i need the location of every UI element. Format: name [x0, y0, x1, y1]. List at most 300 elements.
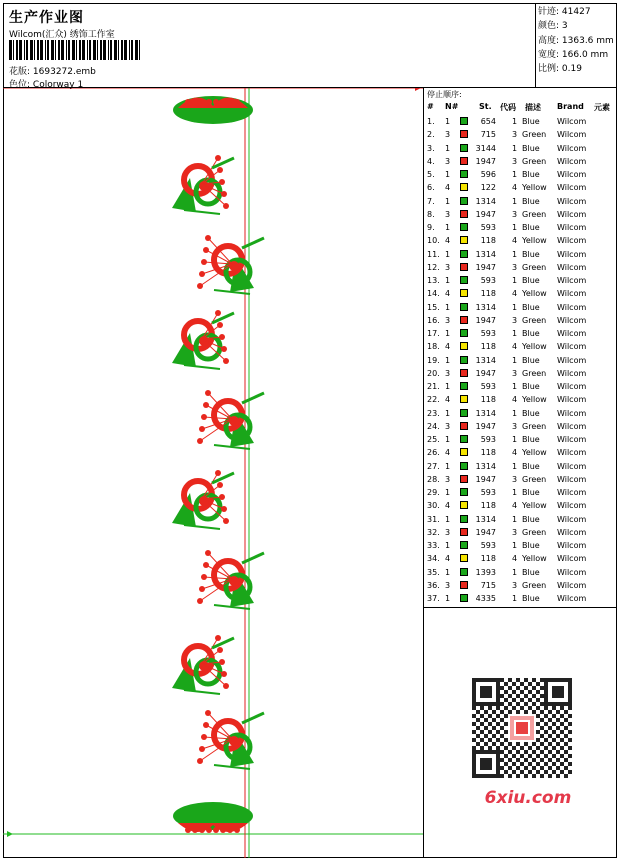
row-needle: 1: [445, 541, 451, 550]
row-brand: Wilcom: [557, 209, 587, 219]
company-name: Wilcom(汇众) 绣饰工作室: [9, 30, 115, 40]
colorway-label: 色位:: [9, 80, 31, 90]
stat-colors: 颜色: 3: [538, 21, 568, 32]
sequence-row: [424, 486, 617, 499]
sequence-row: [424, 274, 617, 287]
col-element: 元素: [594, 103, 610, 112]
color-swatch: [460, 144, 468, 152]
row-description: Yellow: [522, 342, 547, 352]
color-swatch: [460, 581, 468, 589]
sequence-row: [424, 539, 617, 552]
row-stitches: 1314: [475, 408, 496, 418]
row-brand: Wilcom: [557, 541, 587, 550]
row-needle: 1: [445, 223, 451, 232]
row-needle: 1: [445, 329, 451, 338]
row-stitches: 1947: [475, 527, 496, 537]
sequence-row: [424, 155, 617, 168]
stat-width: 宽度: 166.0 mm: [538, 49, 609, 60]
row-code: 3: [512, 421, 518, 431]
row-stitches: 1314: [475, 302, 496, 312]
row-needle: 1: [445, 117, 451, 126]
guide-arrow-right: [415, 88, 421, 91]
barcode-icon: [9, 40, 142, 60]
row-brand: Wilcom: [557, 276, 587, 285]
row-needle: 1: [445, 408, 451, 418]
row-code: 1: [512, 488, 518, 497]
col-needle: N#: [445, 102, 459, 111]
row-brand: Wilcom: [557, 474, 587, 484]
stat-scale: 比例: 0.19: [538, 64, 582, 75]
row-description: Blue: [522, 461, 540, 471]
sequence-row: [424, 380, 617, 393]
row-index: 27.: [427, 461, 440, 471]
sequence-row: [424, 168, 617, 181]
row-index: 25.: [427, 435, 440, 444]
qr-panel: [424, 608, 617, 858]
row-stitches: 118: [480, 236, 496, 246]
row-stitches: 596: [480, 170, 496, 179]
row-index: 31.: [427, 514, 440, 524]
sequence-title: 停止顺序:: [427, 90, 462, 99]
row-index: 23.: [427, 408, 440, 418]
row-needle: 3: [445, 527, 451, 537]
row-needle: 1: [445, 302, 451, 312]
row-needle: 1: [445, 435, 451, 444]
color-swatch: [460, 329, 468, 337]
row-description: Blue: [522, 435, 540, 444]
row-index: 9.: [427, 223, 435, 232]
row-needle: 1: [445, 514, 451, 524]
row-index: 10.: [427, 236, 440, 246]
color-swatch: [460, 263, 468, 271]
row-code: 3: [512, 580, 518, 590]
row-index: 13.: [427, 276, 440, 285]
design-file-line: [9, 64, 96, 77]
row-description: Blue: [522, 408, 540, 418]
color-swatch: [460, 303, 468, 311]
design-file-label: 花版:: [9, 67, 31, 77]
sequence-row: [424, 142, 617, 155]
row-needle: 4: [445, 342, 451, 352]
row-stitches: 4335: [475, 594, 496, 603]
row-needle: 1: [445, 382, 451, 391]
row-stitches: 1947: [475, 421, 496, 431]
row-index: 28.: [427, 474, 440, 484]
sequence-row: [424, 128, 617, 141]
row-code: 4: [512, 554, 518, 564]
row-needle: 3: [445, 209, 451, 219]
row-code: 3: [512, 262, 518, 272]
row-stitches: 118: [480, 342, 496, 352]
col-index: #: [427, 102, 434, 111]
color-swatch: [460, 157, 468, 165]
stats-panel: [536, 3, 617, 88]
row-stitches: 593: [480, 276, 496, 285]
row-stitches: 715: [480, 130, 496, 140]
row-description: Green: [522, 315, 547, 325]
row-index: 17.: [427, 329, 440, 338]
row-stitches: 1947: [475, 262, 496, 272]
color-swatch: [460, 395, 468, 403]
row-code: 4: [512, 501, 518, 511]
row-needle: 1: [445, 143, 451, 153]
row-brand: Wilcom: [557, 408, 587, 418]
row-brand: Wilcom: [557, 249, 587, 259]
row-code: 1: [512, 249, 518, 259]
row-brand: Wilcom: [557, 196, 587, 206]
sequence-row: [424, 314, 617, 327]
color-swatch: [460, 117, 468, 125]
row-brand: Wilcom: [557, 382, 587, 391]
row-code: 3: [512, 209, 518, 219]
row-stitches: 1314: [475, 249, 496, 259]
row-description: Yellow: [522, 395, 547, 405]
row-code: 1: [512, 567, 518, 577]
color-swatch: [460, 236, 468, 244]
row-stitches: 1947: [475, 315, 496, 325]
row-code: 1: [512, 223, 518, 232]
row-code: 3: [512, 474, 518, 484]
sequence-row: [424, 420, 617, 433]
row-description: Yellow: [522, 289, 547, 299]
row-index: 5.: [427, 170, 435, 179]
color-swatch: [460, 528, 468, 536]
row-index: 3.: [427, 143, 435, 153]
row-description: Blue: [522, 567, 540, 577]
row-index: 14.: [427, 289, 440, 299]
row-needle: 3: [445, 262, 451, 272]
row-needle: 3: [445, 580, 451, 590]
color-swatch: [460, 435, 468, 443]
row-description: Yellow: [522, 554, 547, 564]
sequence-row: [424, 446, 617, 459]
row-index: 18.: [427, 342, 440, 352]
row-description: Green: [522, 421, 547, 431]
col-code: 代码: [500, 103, 516, 112]
row-description: Blue: [522, 302, 540, 312]
row-code: 4: [512, 395, 518, 405]
color-swatch: [460, 342, 468, 350]
row-brand: Wilcom: [557, 448, 587, 458]
row-code: 1: [512, 594, 518, 603]
row-brand: Wilcom: [557, 421, 587, 431]
sequence-row: [424, 407, 617, 420]
row-needle: 4: [445, 395, 451, 405]
row-needle: 3: [445, 130, 451, 140]
row-brand: Wilcom: [557, 329, 587, 338]
row-code: 1: [512, 382, 518, 391]
stat-height: 高度: 1363.6 mm: [538, 35, 614, 46]
sequence-row: [424, 195, 617, 208]
row-brand: Wilcom: [557, 262, 587, 272]
row-needle: 1: [445, 196, 451, 206]
row-stitches: 1393: [475, 567, 496, 577]
sequence-row: [424, 526, 617, 539]
design-preview: [3, 88, 424, 858]
row-code: 3: [512, 527, 518, 537]
row-code: 4: [512, 342, 518, 352]
row-brand: Wilcom: [557, 395, 587, 405]
row-code: 4: [512, 448, 518, 458]
sequence-row: [424, 367, 617, 380]
row-code: 3: [512, 368, 518, 378]
color-swatch: [460, 594, 468, 602]
row-code: 1: [512, 435, 518, 444]
col-stitches: St.: [479, 102, 492, 111]
color-swatch: [460, 462, 468, 470]
row-description: Blue: [522, 382, 540, 391]
color-swatch: [460, 568, 468, 576]
row-needle: 3: [445, 156, 451, 166]
row-needle: 1: [445, 276, 451, 285]
row-brand: Wilcom: [557, 580, 587, 590]
row-stitches: 654: [480, 117, 496, 126]
row-needle: 4: [445, 448, 451, 458]
row-index: 8.: [427, 209, 435, 219]
row-stitches: 593: [480, 223, 496, 232]
row-brand: Wilcom: [557, 567, 587, 577]
row-code: 1: [512, 329, 518, 338]
row-description: Yellow: [522, 183, 547, 193]
row-stitches: 1314: [475, 196, 496, 206]
row-needle: 4: [445, 289, 451, 299]
row-description: Green: [522, 527, 547, 537]
row-needle: 1: [445, 170, 451, 179]
row-code: 1: [512, 355, 518, 365]
row-stitches: 593: [480, 541, 496, 550]
color-swatch: [460, 554, 468, 562]
row-needle: 3: [445, 368, 451, 378]
row-description: Blue: [522, 249, 540, 259]
row-needle: 3: [445, 474, 451, 484]
row-stitches: 1947: [475, 368, 496, 378]
row-description: Blue: [522, 276, 540, 285]
row-code: 1: [512, 408, 518, 418]
row-description: Blue: [522, 170, 540, 179]
sequence-row: [424, 208, 617, 221]
row-description: Green: [522, 262, 547, 272]
row-stitches: 593: [480, 329, 496, 338]
row-index: 11.: [427, 249, 440, 259]
color-swatch: [460, 369, 468, 377]
row-needle: 3: [445, 315, 451, 325]
row-needle: 4: [445, 236, 451, 246]
row-index: 20.: [427, 368, 440, 378]
row-stitches: 1947: [475, 156, 496, 166]
row-index: 4.: [427, 156, 435, 166]
row-index: 29.: [427, 488, 440, 497]
row-description: Blue: [522, 594, 540, 603]
sequence-row: [424, 499, 617, 512]
watermark-site: 6xiu.com: [484, 788, 572, 808]
row-description: Green: [522, 130, 547, 140]
row-brand: Wilcom: [557, 461, 587, 471]
row-brand: Wilcom: [557, 183, 587, 193]
row-stitches: 1947: [475, 209, 496, 219]
row-brand: Wilcom: [557, 594, 587, 603]
row-brand: Wilcom: [557, 315, 587, 325]
row-stitches: 715: [480, 580, 496, 590]
row-brand: Wilcom: [557, 554, 587, 564]
row-description: Blue: [522, 541, 540, 550]
row-brand: Wilcom: [557, 170, 587, 179]
color-swatch: [460, 515, 468, 523]
sequence-row: [424, 566, 617, 579]
row-brand: Wilcom: [557, 143, 587, 153]
sequence-row: [424, 592, 617, 605]
row-stitches: 593: [480, 435, 496, 444]
sequence-row: [424, 248, 617, 261]
sequence-row: [424, 287, 617, 300]
row-index: 12.: [427, 262, 440, 272]
guide-arrow-left: [7, 831, 13, 837]
row-brand: Wilcom: [557, 514, 587, 524]
embroidery-design: [3, 88, 423, 858]
color-swatch: [460, 276, 468, 284]
row-code: 1: [512, 196, 518, 206]
stat-stitches: 针迹: 41427: [538, 7, 591, 17]
row-needle: 1: [445, 355, 451, 365]
row-index: 15.: [427, 302, 440, 312]
row-needle: 4: [445, 554, 451, 564]
color-swatch: [460, 382, 468, 390]
row-description: Yellow: [522, 448, 547, 458]
color-swatch: [460, 170, 468, 178]
row-description: Yellow: [522, 501, 547, 511]
color-swatch: [460, 356, 468, 364]
color-swatch: [460, 475, 468, 483]
row-brand: Wilcom: [557, 130, 587, 140]
sequence-row: [424, 115, 617, 128]
col-brand: Brand: [557, 102, 584, 111]
row-brand: Wilcom: [557, 302, 587, 312]
sequence-row: [424, 473, 617, 486]
sequence-row: [424, 354, 617, 367]
sequence-row: [424, 181, 617, 194]
row-brand: Wilcom: [557, 156, 587, 166]
row-code: 1: [512, 276, 518, 285]
row-needle: 1: [445, 488, 451, 497]
row-index: 36.: [427, 580, 440, 590]
row-needle: 1: [445, 461, 451, 471]
row-description: Yellow: [522, 236, 547, 246]
row-stitches: 3144: [475, 143, 496, 153]
row-index: 21.: [427, 382, 440, 391]
sequence-row: [424, 261, 617, 274]
row-code: 1: [512, 143, 518, 153]
row-description: Blue: [522, 117, 540, 126]
row-index: 30.: [427, 501, 440, 511]
row-description: Green: [522, 474, 547, 484]
color-swatch: [460, 250, 468, 258]
row-code: 1: [512, 541, 518, 550]
row-code: 4: [512, 236, 518, 246]
row-description: Green: [522, 209, 547, 219]
color-swatch: [460, 289, 468, 297]
page-title: 生产作业图: [9, 10, 84, 26]
row-description: Blue: [522, 196, 540, 206]
row-description: Blue: [522, 514, 540, 524]
header-panel: [3, 3, 536, 88]
row-code: 4: [512, 289, 518, 299]
sequence-row: [424, 579, 617, 592]
row-code: 3: [512, 156, 518, 166]
sequence-row: [424, 552, 617, 565]
color-swatch: [460, 210, 468, 218]
sequence-row: [424, 340, 617, 353]
sequence-row: [424, 221, 617, 234]
design-file-value: 1693272.emb: [32, 67, 96, 77]
sequence-row: [424, 301, 617, 314]
row-stitches: 118: [480, 554, 496, 564]
row-index: 26.: [427, 448, 440, 458]
stop-sequence-panel: [424, 88, 617, 608]
col-description: 描述: [525, 103, 541, 112]
row-index: 7.: [427, 196, 435, 206]
row-index: 24.: [427, 421, 440, 431]
row-code: 4: [512, 183, 518, 193]
row-index: 2.: [427, 130, 435, 140]
color-swatch: [460, 197, 468, 205]
row-brand: Wilcom: [557, 342, 587, 352]
row-stitches: 1314: [475, 355, 496, 365]
row-description: Blue: [522, 355, 540, 365]
row-description: Green: [522, 580, 547, 590]
color-swatch: [460, 316, 468, 324]
colorway-value: Colorway 1: [32, 80, 84, 90]
row-description: Blue: [522, 143, 540, 153]
row-stitches: 593: [480, 488, 496, 497]
row-stitches: 118: [480, 395, 496, 405]
color-swatch: [460, 409, 468, 417]
row-stitches: 1314: [475, 461, 496, 471]
color-swatch: [460, 541, 468, 549]
row-brand: Wilcom: [557, 355, 587, 365]
row-code: 1: [512, 117, 518, 126]
row-index: 6.: [427, 183, 435, 193]
row-brand: Wilcom: [557, 527, 587, 537]
row-index: 37.: [427, 594, 440, 603]
row-brand: Wilcom: [557, 368, 587, 378]
sequence-row: [424, 327, 617, 340]
color-swatch: [460, 223, 468, 231]
row-description: Blue: [522, 329, 540, 338]
row-needle: 4: [445, 501, 451, 511]
row-index: 35.: [427, 567, 440, 577]
row-brand: Wilcom: [557, 435, 587, 444]
row-code: 3: [512, 130, 518, 140]
row-index: 32.: [427, 527, 440, 537]
row-index: 1.: [427, 117, 435, 126]
color-swatch: [460, 130, 468, 138]
sequence-row: [424, 460, 617, 473]
row-index: 33.: [427, 541, 440, 550]
row-brand: Wilcom: [557, 488, 587, 497]
sequence-row: [424, 433, 617, 446]
row-description: Blue: [522, 488, 540, 497]
row-brand: Wilcom: [557, 289, 587, 299]
sequence-header: [424, 102, 617, 115]
row-index: 22.: [427, 395, 440, 405]
row-stitches: 118: [480, 501, 496, 511]
qr-code-icon: [472, 678, 572, 778]
row-code: 1: [512, 461, 518, 471]
color-swatch: [460, 183, 468, 191]
row-index: 34.: [427, 554, 440, 564]
row-brand: Wilcom: [557, 501, 587, 511]
row-needle: 1: [445, 249, 451, 259]
row-needle: 1: [445, 567, 451, 577]
